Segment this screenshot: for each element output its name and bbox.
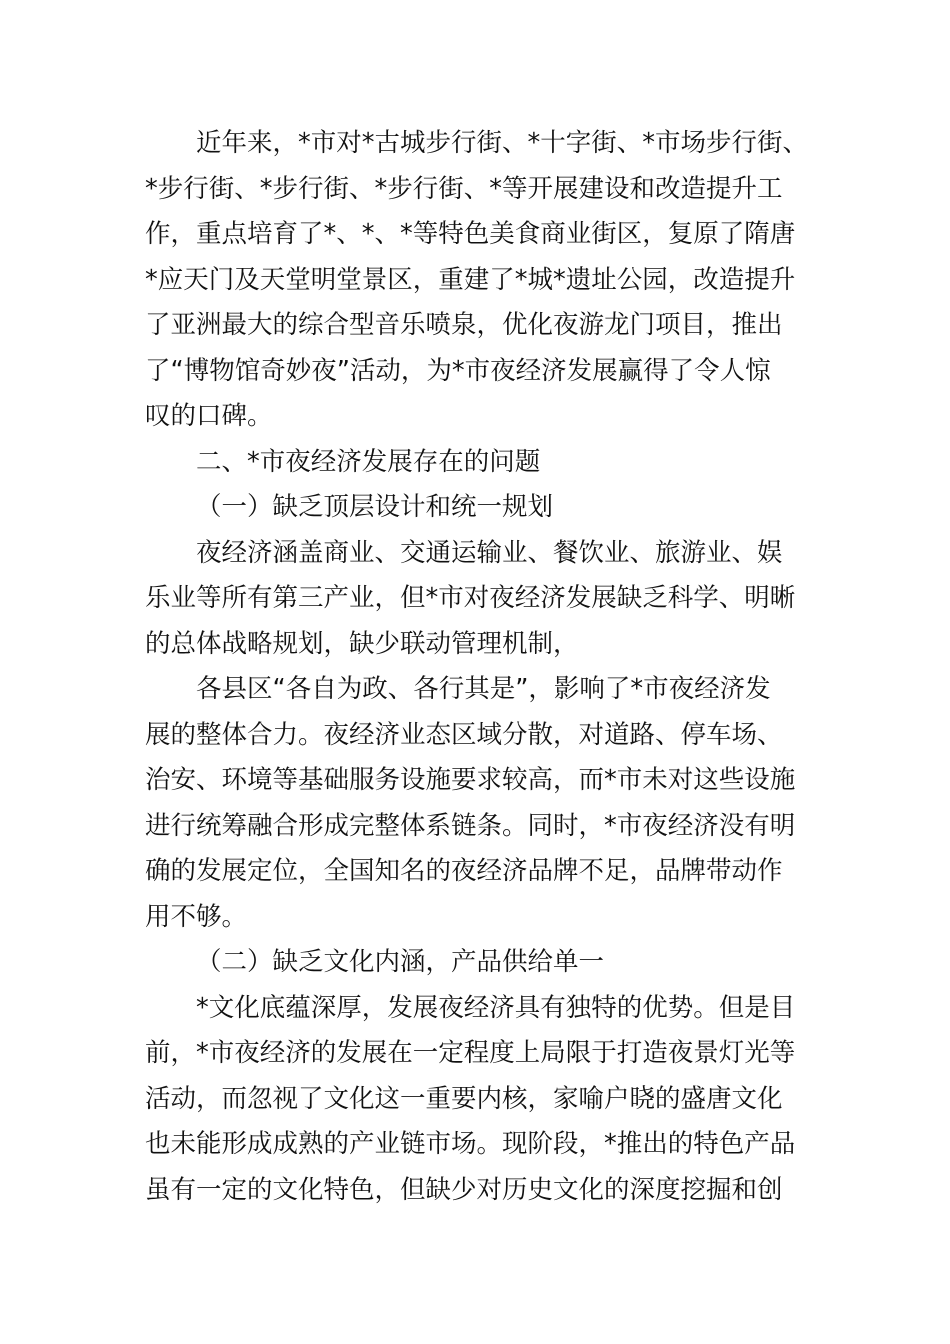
text-line: 进行统筹融合形成完整体系链条。同时，*市夜经济没有明 — [145, 810, 796, 841]
text-line: *文化底蕴深厚，发展夜经济具有独特的优势。但是目 — [196, 992, 796, 1023]
text-line: 确的发展定位，全国知名的夜经济品牌不足，品牌带动作 — [145, 856, 783, 886]
document-body — [145, 121, 809, 1213]
section-heading: 二、*市夜经济发展存在的问题 — [196, 446, 541, 477]
text-line: 作，重点培育了*、*、*等特色美食商业街区，复原了隋唐 — [145, 219, 796, 249]
text-line: 各县区“各自为政、各行其是”，影响了*市夜经济发 — [196, 674, 771, 704]
text-line: 近年来，*市对*古城步行街、*十字街、*市场步行街、 — [196, 128, 809, 158]
text-line: 治安、环境等基础服务设施要求较高，而*市未对这些设施 — [145, 765, 796, 795]
text-line: 前，*市夜经济的发展在一定程度上局限于打造夜景灯光等 — [145, 1038, 796, 1068]
text-line: *步行街、*步行街、*步行街、*等开展建设和改造提升工 — [145, 173, 783, 204]
text-line: 展的整体合力。夜经济业态区域分散，对道路、停车场、 — [145, 719, 783, 750]
text-line: 了“博物馆奇妙夜”活动，为*市夜经济发展赢得了令人惊 — [145, 355, 771, 386]
text-line: 活动，而忽视了文化这一重要内核，家喻户晓的盛唐文化 — [145, 1083, 783, 1114]
text-line: 了亚洲最大的综合型音乐喷泉，优化夜游龙门项目，推出 — [145, 310, 783, 340]
text-line: 虽有一定的文化特色，但缺少对历史文化的深度挖掘和创 — [145, 1174, 783, 1205]
text-line: 乐业等所有第三产业，但*市对夜经济发展缺乏科学、明晰 — [145, 583, 796, 613]
text-line: 用不够。 — [145, 901, 248, 932]
subsection-heading: （二）缺乏文化内涵，产品供给单一 — [196, 947, 605, 977]
text-line: *应天门及天堂明堂景区，重建了*城*遗址公园，改造提升 — [145, 264, 796, 295]
text-line: 夜经济涵盖商业、交通运输业、餐饮业、旅游业、娱 — [196, 537, 783, 568]
text-line: 的总体战略规划，缺少联动管理机制， — [145, 628, 579, 659]
text-line: 叹的口碑。 — [145, 401, 273, 431]
text-line: 也未能形成成熟的产业链市场。现阶段，*推出的特色产品 — [145, 1129, 796, 1159]
subsection-heading: （一）缺乏顶层设计和统一规划 — [196, 492, 554, 522]
